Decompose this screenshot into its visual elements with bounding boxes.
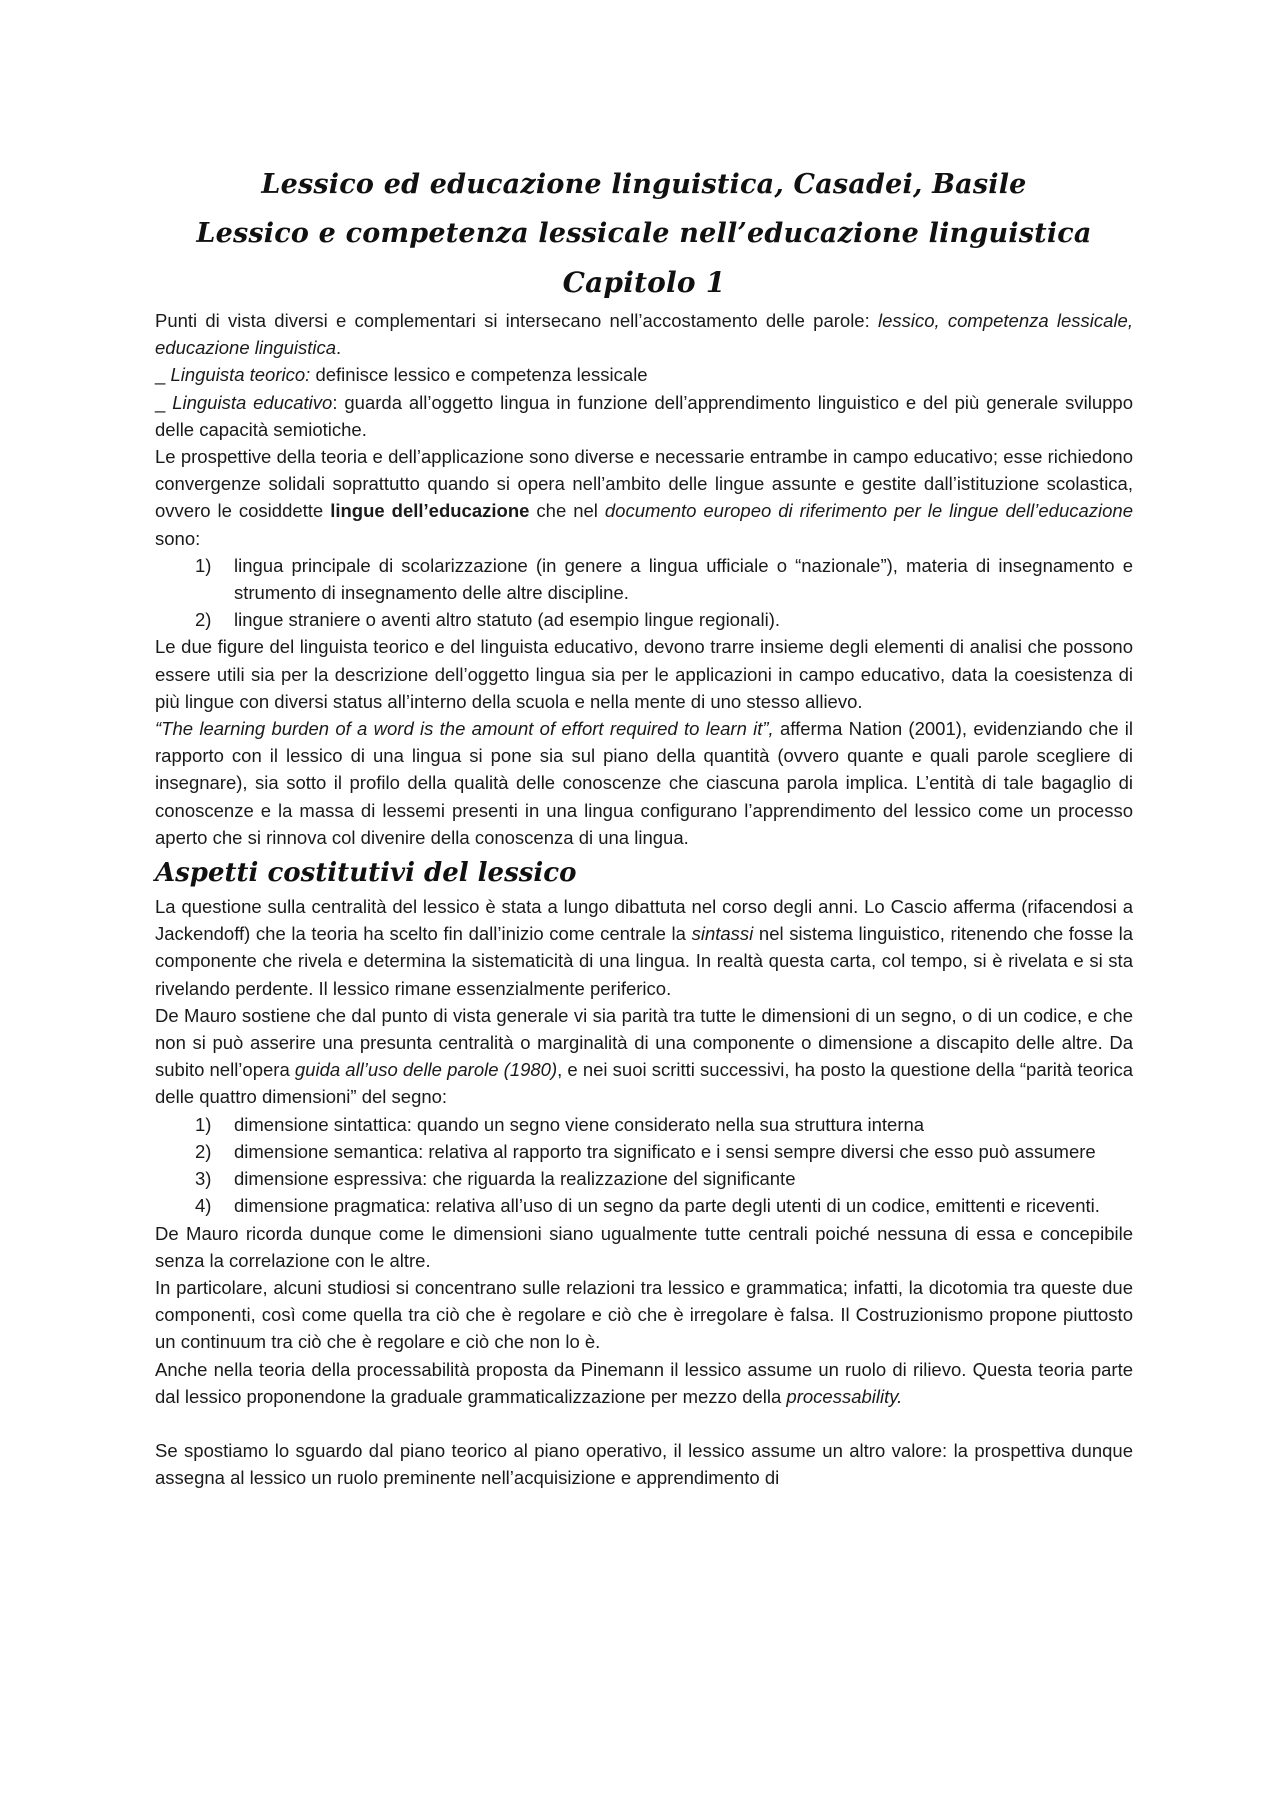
chapter-heading: Capitolo 1	[562, 266, 726, 299]
list-item	[155, 1192, 1133, 1219]
lexicon-grammar-paragraph: In particolare, alcuni studiosi si concentrano sulle relazioni tra lessico e grammatica; infatti, la dicotomia tra queste due componenti, così come quella tra ciò che è regolare e ciò che è irregolare è falsa. Il Costruzionismo propone piuttosto un continuum tra ciò che è regolare e ciò che non lo è.	[155, 1276, 1133, 1353]
list-number: 4)	[195, 1195, 212, 1217]
italic-text: Linguista teorico:	[170, 364, 311, 386]
text-run: De Mauro sostiene che dal punto di vista generale vi sia parità tra tutte le dimensioni di un segno, o di un codice, e che non si può asserire una presunta centralità o marginalità di una componente o dimensione a discapito delle altre. Da subito nell’opera	[155, 1004, 1133, 1081]
processability-paragraph	[155, 1356, 1133, 1410]
list-item-text: lingue straniere o aventi altro statuto (ad esempio lingue regionali).	[234, 609, 781, 631]
list-number: 1)	[195, 1113, 212, 1135]
list-item-text: dimensione semantica: relativa al rapporto tra significato e i sensi sempre diversi che esso può assumere	[234, 1140, 1096, 1162]
list-number: 2)	[195, 1140, 212, 1162]
intro-paragraph	[155, 307, 1133, 361]
text-run: che nel	[529, 500, 605, 522]
list-item	[155, 1165, 1133, 1192]
list-item	[155, 606, 1133, 633]
document-page	[155, 160, 1133, 1491]
document-subtitle: Lessico e competenza lessicale nell’educazione linguistica	[196, 218, 1092, 249]
list-item-text: dimensione espressiva: che riguarda la realizzazione del significante	[234, 1168, 796, 1190]
italic-text: documento europeo di riferimento per le lingue dell’educazione	[604, 500, 1133, 522]
document-title: Lessico ed educazione linguistica, Casadei, Basile	[261, 169, 1027, 200]
list-number: 2)	[195, 609, 212, 631]
text-run: La questione sulla centralità del lessico è stata a lungo dibattuta nel corso degli anni. Lo Cascio afferma (rifacendosi a Jackendoff) che la teoria ha scelto fin dall’inizio come centrale la	[155, 896, 1133, 945]
nation-quote-paragraph	[155, 715, 1133, 851]
list-item-text: dimensione sintattica: quando un segno viene considerato nella sua struttura interna	[234, 1113, 925, 1135]
list-item	[155, 552, 1133, 606]
linguist-educational-line	[155, 389, 1133, 443]
linguist-theoretical-line	[155, 361, 1133, 388]
education-languages-list	[155, 552, 1133, 634]
list-number: 3)	[195, 1168, 212, 1190]
list-number: 1)	[195, 554, 212, 576]
italic-text: processability.	[786, 1385, 903, 1407]
text-run: .	[336, 337, 342, 359]
italic-text: sintassi	[691, 923, 754, 945]
text-run: Le prospettive della teoria e dell’applicazione sono diverse e necessarie entrambe in campo educativo; esse richiedono convergenze solidali soprattutto quando si opera nell’ambito delle lingue assunte e gestite dall’istituzione scolastica, ovvero le cosiddette	[155, 446, 1133, 522]
text-run: afferma Nation (2001), evidenziando che il rapporto con il lessico di una lingua si pone sia sul piano della quantità (ovvero quante e quali parole scegliere di insegnare), sia sotto il profilo della qualità delle conoscenze che ciascuna parola implica. L’entità di tale bagaglio di conoscenze e la massa di lessemi presenti in una lingua configurano l’apprendimento del lessico come un processo aperto che si rinnova col divenire della conoscenza di una lingua.	[155, 718, 1133, 848]
list-item	[155, 1138, 1133, 1165]
paragraph-spacer	[155, 1410, 1133, 1437]
text-run: Anche nella teoria della processabilità proposta da Pinemann il lessico assume un ruolo di rilievo. Questa teoria parte dal lessico proponendone la graduale grammaticalizzazione per mezzo della	[155, 1358, 1133, 1407]
text-run: sono:	[155, 527, 201, 549]
text-run: , e nei suoi scritti successivi, ha posto la questione della “parità teorica delle quattro dimensioni” del segno:	[155, 1059, 1133, 1108]
quote-text: “The learning burden of a word is the amount of effort required to learn it”,	[155, 718, 774, 740]
dash-marker: _	[155, 364, 171, 386]
centrality-paragraph	[155, 893, 1133, 1002]
section-heading: Aspetti costitutivi del lessico	[155, 858, 577, 889]
text-run: Punti di vista diversi e complementari si intersecano nell’accostamento delle parole:	[155, 310, 878, 331]
sign-dimensions-list	[155, 1111, 1133, 1220]
perspectives-paragraph	[155, 443, 1133, 552]
list-item-text: lingua principale di scolarizzazione (in genere a lingua ufficiale o “nazionale”), materia di insegnamento e strumento di insegnamento delle altre discipline.	[234, 554, 1133, 604]
dimensions-conclusion-paragraph: De Mauro ricorda dunque come le dimensioni siano ugualmente tutte centrali poiché nessuna di essa e concepibile senza la correlazione con le altre.	[155, 1222, 1133, 1271]
dash-marker: _	[155, 391, 173, 413]
text-run: : guarda all’oggetto lingua in funzione dell’apprendimento linguistico e del più generale sviluppo delle capacità semiotiche.	[155, 391, 1134, 440]
italic-text: lessico, competenza lessicale, educazione linguistica	[155, 310, 1133, 359]
text-run: definisce lessico e competenza lessicale	[310, 364, 648, 386]
list-item-text: dimensione pragmatica: relativa all’uso di un segno da parte degli utenti di un codice, emittenti e riceventi.	[234, 1195, 1100, 1217]
de-mauro-paragraph	[155, 1002, 1133, 1111]
operative-paragraph: Se spostiamo lo sguardo dal piano teorico al piano operativo, il lessico assume un altro valore: la prospettiva dunque assegna al lessico un ruolo preminente nell’acquisizione e apprendimento di	[155, 1439, 1133, 1489]
bold-text: lingue dell’educazione	[330, 500, 530, 522]
list-item	[155, 1111, 1133, 1138]
text-run: nel sistema linguistico, ritenendo che fosse la componente che rivela e determina la sistematicità di una lingua. In realtà questa carta, col tempo, si è rivelata e si sta rivelando perdente. Il lessico rimane essenzialmente periferico.	[155, 923, 1133, 999]
italic-text: Linguista educativo	[172, 391, 333, 413]
italic-text: guida all’uso delle parole (1980)	[294, 1059, 558, 1081]
two-figures-paragraph: Le due figure del linguista teorico e del linguista educativo, devono trarre insieme degli elementi di analisi che possono essere utili sia per la descrizione dell’oggetto lingua sia per le applicazioni in campo educativo, data la coesistenza di più lingue con diversi status all’interno della scuola e nella mente di uno stesso allievo.	[155, 636, 1133, 712]
